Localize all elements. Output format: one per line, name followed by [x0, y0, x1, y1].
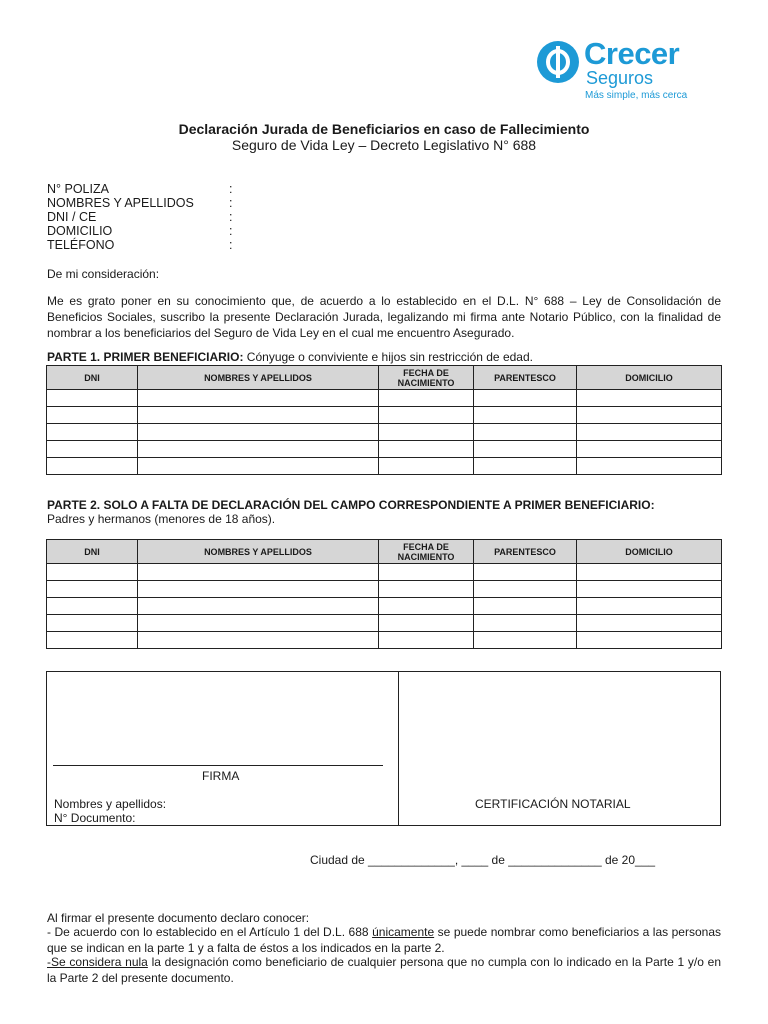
document-subtitle: Seguro de Vida Ley – Decreto Legislativo N° 688 — [231, 137, 537, 153]
crecer-logo — [534, 38, 734, 108]
documento-label: N° Documento: — [54, 811, 136, 825]
cell-parentesco[interactable] — [474, 390, 577, 407]
header-parentesco: PARENTESCO — [474, 540, 577, 564]
cell-dni[interactable] — [47, 615, 138, 632]
cell-nombres[interactable] — [138, 598, 379, 615]
cell-parentesco[interactable] — [474, 424, 577, 441]
year-label: de 20___ — [604, 853, 656, 867]
signature-box — [46, 671, 721, 826]
field-domicilio-colon: : — [229, 224, 233, 238]
cell-nombres[interactable] — [138, 458, 379, 475]
ciudad-blank-day[interactable]: _____________, ____ — [364, 853, 492, 867]
logo-tagline: Más simple, más cerca — [585, 90, 688, 101]
header-fecha-line2: NACIMIENTO — [397, 551, 455, 562]
table-row — [47, 424, 722, 441]
cell-nombres[interactable] — [138, 581, 379, 598]
field-telefono-colon: : — [229, 238, 233, 252]
cell-fecha[interactable] — [379, 407, 474, 424]
header-fecha-line1: FECHA DE — [403, 367, 449, 378]
cell-fecha[interactable] — [379, 564, 474, 581]
header-fecha-line1: FECHA DE — [403, 541, 449, 552]
field-poliza-label: N° POLIZA — [47, 182, 109, 196]
cell-dni[interactable] — [47, 564, 138, 581]
part2-description: Padres y hermanos (menores de 18 años). — [47, 512, 276, 526]
cell-dni[interactable] — [47, 390, 138, 407]
part1-heading: PARTE 1. PRIMER BENEFICIARIO: — [47, 350, 244, 364]
firma-label: FIRMA — [202, 769, 240, 783]
cell-dni[interactable] — [47, 407, 138, 424]
cell-domicilio[interactable] — [577, 407, 722, 424]
certificacion-notarial-label: CERTIFICACIÓN NOTARIAL — [475, 797, 631, 811]
header-dni: DNI — [47, 540, 138, 564]
logo-name: Crecer — [584, 36, 680, 71]
footer-intro: Al firmar el presente documento declaro conocer: — [47, 911, 310, 925]
field-nombres-label: NOMBRES Y APELLIDOS — [47, 196, 194, 210]
header-fecha — [379, 366, 474, 390]
cell-dni[interactable] — [47, 581, 138, 598]
cell-nombres[interactable] — [138, 564, 379, 581]
table-row — [47, 441, 722, 458]
cell-domicilio[interactable] — [577, 424, 722, 441]
header-parentesco: PARENTESCO — [474, 366, 577, 390]
header-fecha-line2: NACIMIENTO — [397, 377, 455, 388]
table-row — [47, 564, 722, 581]
signature-divider — [398, 672, 399, 825]
cell-nombres[interactable] — [138, 390, 379, 407]
table-header-row — [47, 540, 722, 564]
cell-parentesco[interactable] — [474, 458, 577, 475]
header-domicilio: DOMICILIO — [577, 540, 722, 564]
table-row — [47, 615, 722, 632]
cell-parentesco[interactable] — [474, 598, 577, 615]
cell-domicilio[interactable] — [577, 458, 722, 475]
field-dni-colon: : — [229, 210, 233, 224]
cell-parentesco[interactable] — [474, 407, 577, 424]
cell-parentesco[interactable] — [474, 564, 577, 581]
cell-dni[interactable] — [47, 598, 138, 615]
signature-line[interactable] — [53, 765, 383, 766]
part1-heading-line — [47, 349, 721, 365]
table-row — [47, 407, 722, 424]
footer-item1-pre: - De acuerdo con lo establecido en el Artículo 1 del D.L. 688 — [47, 925, 373, 939]
table-row — [47, 581, 722, 598]
table-row — [47, 458, 722, 475]
header-domicilio: DOMICILIO — [577, 366, 722, 390]
document-title: Declaración Jurada de Beneficiarios en caso de Fallecimiento — [178, 121, 590, 137]
header-fecha — [379, 540, 474, 564]
cell-domicilio[interactable] — [577, 441, 722, 458]
table-header-row — [47, 366, 722, 390]
cell-fecha[interactable] — [379, 458, 474, 475]
footer-item2 — [47, 954, 721, 986]
cell-parentesco[interactable] — [474, 632, 577, 649]
cell-domicilio[interactable] — [577, 632, 722, 649]
city-date-line — [310, 853, 655, 867]
ciudad-label: Ciudad de — [310, 853, 365, 867]
cell-dni[interactable] — [47, 441, 138, 458]
footer-item1-underlined: únicamente — [372, 925, 435, 939]
cell-domicilio[interactable] — [577, 564, 722, 581]
cell-nombres[interactable] — [138, 424, 379, 441]
cell-fecha[interactable] — [379, 424, 474, 441]
field-domicilio-label: DOMICILIO — [47, 224, 113, 238]
header-nombres: NOMBRES Y APELLIDOS — [138, 540, 379, 564]
field-poliza-colon: : — [229, 182, 233, 196]
crecer-logo-icon — [536, 40, 580, 84]
cell-fecha[interactable] — [379, 615, 474, 632]
table-row — [47, 598, 722, 615]
part1-description: Cónyuge o conviviente e hijos sin restricción de edad. — [243, 350, 533, 364]
cell-nombres[interactable] — [138, 615, 379, 632]
beneficiary-table-part2 — [46, 539, 722, 649]
cell-domicilio[interactable] — [577, 390, 722, 407]
cell-nombres[interactable] — [138, 407, 379, 424]
nombres-label: Nombres y apellidos: — [54, 797, 167, 811]
de-label: de — [491, 853, 505, 867]
cell-dni[interactable] — [47, 632, 138, 649]
header-dni: DNI — [47, 366, 138, 390]
cell-dni[interactable] — [47, 424, 138, 441]
field-nombres-colon: : — [229, 196, 233, 210]
logo-sub: Seguros — [586, 68, 654, 88]
table-row — [47, 632, 722, 649]
cell-domicilio[interactable] — [577, 615, 722, 632]
footer-item1-post: se puede nombrar como beneficiarios a las personas que se indican en la parte 1 y a falta de éstos a los indicados en la parte 2. — [47, 925, 721, 955]
footer-item1 — [47, 924, 721, 956]
cell-fecha[interactable] — [379, 390, 474, 407]
cell-parentesco[interactable] — [474, 615, 577, 632]
cell-fecha[interactable] — [379, 581, 474, 598]
intro-paragraph: Me es grato poner en su conocimiento que, de acuerdo a lo establecido en el D.L. N° 688 – Ley de Consolidación de Beneficios Sociales, suscribo la presente Declaración Jurada, legalizando mi firma ante Notario Público, con la finalidad de nombrar a los beneficiarios del Seguro de Vida Ley en el cual me encuentro Asegurado. — [47, 294, 721, 340]
greeting: De mi consideración: — [47, 267, 160, 281]
footer-item2-underlined: -Se considera nula — [47, 955, 148, 969]
table-row — [47, 390, 722, 407]
field-dni-label: DNI / CE — [47, 210, 97, 224]
cell-domicilio[interactable] — [577, 581, 722, 598]
cell-parentesco[interactable] — [474, 441, 577, 458]
field-telefono-label: TELÉFONO — [47, 238, 115, 252]
month-blank[interactable]: ______________ — [504, 853, 605, 867]
cell-fecha[interactable] — [379, 598, 474, 615]
beneficiary-table-part1 — [46, 365, 722, 475]
cell-nombres[interactable] — [138, 632, 379, 649]
cell-fecha[interactable] — [379, 441, 474, 458]
part2-heading-text: PARTE 2. SOLO A FALTA DE DECLARACIÓN DEL CAMPO CORRESPONDIENTE A PRIMER BENEFICIARIO: — [47, 498, 655, 512]
footer-item2-post: la designación como beneficiario de cualquier persona que no cumpla con lo indicado en la Parte 1 y/o en la Parte 2 del presente documento. — [47, 955, 722, 985]
cell-dni[interactable] — [47, 458, 138, 475]
cell-domicilio[interactable] — [577, 598, 722, 615]
cell-parentesco[interactable] — [474, 581, 577, 598]
cell-nombres[interactable] — [138, 441, 379, 458]
cell-fecha[interactable] — [379, 632, 474, 649]
header-nombres: NOMBRES Y APELLIDOS — [138, 366, 379, 390]
